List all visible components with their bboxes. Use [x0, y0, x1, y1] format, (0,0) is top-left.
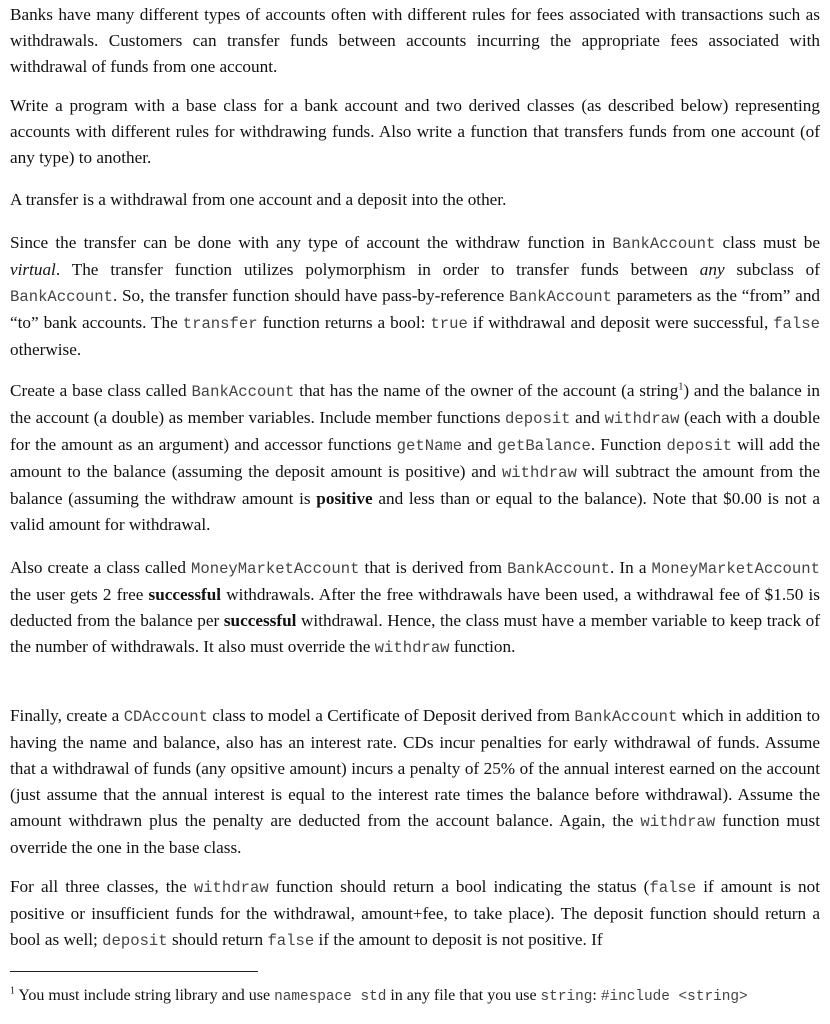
p5-text-9: will subtract the amount from the balance (assuming the withdraw amount is — [10, 462, 820, 508]
paragraph-money-market — [10, 555, 820, 661]
p4-code-bankaccount-3: BankAccount — [509, 288, 612, 306]
p7-text-2: class to model a Certificate of Deposit derived from — [207, 706, 575, 725]
p8-code-false-2: false — [267, 932, 315, 950]
p7-code-bankaccount: BankAccount — [574, 708, 678, 726]
footnote-marker: 1 — [678, 381, 684, 393]
p5-text-1: Create a base class called — [10, 381, 192, 400]
p5-code-withdraw: withdraw — [604, 410, 680, 428]
p6-code-moneymarketaccount: MoneyMarketAccount — [191, 560, 360, 578]
p6-text-4: the user gets 2 free — [10, 585, 149, 604]
footnote-code-namespace: namespace std — [274, 989, 387, 1005]
p6-text-7: function. — [449, 637, 516, 656]
footnote-text-2: in any file that you use — [386, 987, 541, 1004]
p5-text-7: . Function — [590, 435, 667, 454]
p5-text-6: and — [462, 435, 498, 454]
p8-text-4: should return — [167, 930, 268, 949]
p6-text-1: Also create a class called — [10, 558, 191, 577]
p8-text-3: if amount is not positive or insufficient funds for the withdrawal, amount+fee, to take place). The deposit function should return a bool as well; — [10, 877, 820, 949]
p4-text-1: Since the transfer can be done with any type of account the withdraw function in — [10, 233, 613, 252]
paragraph-transfer-definition: A transfer is a withdrawal from one account and a deposit into the other. — [10, 190, 507, 209]
p5-text-8: will add the amount to the balance (assuming the deposit amount is positive) and — [10, 435, 820, 481]
p8-text-2: function should return a bool indicating the status ( — [268, 877, 650, 896]
p4-italic-virtual: virtual — [10, 260, 56, 279]
paragraph-program-description: Write a program with a base class for a bank account and two derived classes (as described below) representing accounts with different rules for withdrawing funds. Also write a function that transfers funds from one account (of any type) to another. — [10, 96, 820, 167]
p4-text-2: class must be — [715, 233, 820, 252]
footnote — [10, 986, 825, 1007]
p7-text-3: which in addition to having the name and balance, also has an interest rate. CDs incur penalties for early withdrawal of funds. Assume that a withdrawal of funds (any opsitive amount) incurs a penalty of 25% of the annual interest earned on the account (just assume that the annual interest is equal to the interest rate times the balance before withdrawal). Assume the amount withdrawn plus the penalty are deducted from the account balance. Again, the — [10, 706, 820, 830]
p8-code-withdraw: withdraw — [193, 879, 269, 897]
p4-code-transfer: transfer — [182, 315, 258, 333]
p5-text-5: (each with a double for the amount as an argument) and accessor functions — [10, 408, 820, 454]
p4-text-5: . So, the transfer function should have pass-by-reference — [112, 286, 510, 305]
p7-text-1: Finally, create a — [10, 706, 124, 725]
p4-text-8: if withdrawal and deposit were successful, — [467, 313, 774, 332]
footnote-text-3: : — [592, 987, 601, 1004]
p6-code-bankaccount: BankAccount — [507, 560, 611, 578]
p4-code-bankaccount: BankAccount — [612, 235, 716, 253]
p4-text-3: . The transfer function utilizes polymorphism in order to transfer funds between — [55, 260, 700, 279]
p5-code-getbalance: getBalance — [497, 437, 591, 455]
p5-text-2: that has the name of the owner of the account (a string — [294, 381, 679, 400]
p5-text-4: and — [570, 408, 605, 427]
footnote-code-string: string — [540, 989, 593, 1005]
footnote-number: 1 — [10, 985, 15, 997]
footnote-code-include: #include <string> — [600, 989, 748, 1005]
footnote-text-1: You must include string library and use — [15, 987, 275, 1004]
p6-code-moneymarketaccount-2: MoneyMarketAccount — [651, 560, 820, 578]
p8-text-1: For all three classes, the — [10, 877, 194, 896]
paragraph-return-values — [10, 874, 820, 954]
paragraph-base-class — [10, 378, 820, 538]
p5-bold-positive: positive — [316, 489, 373, 508]
p7-code-cdaccount: CDAccount — [123, 708, 208, 726]
paragraph-virtual-transfer — [10, 230, 820, 363]
p4-code-bankaccount-2: BankAccount — [10, 288, 113, 306]
p4-text-4: subclass of — [724, 260, 820, 279]
paragraph-intro: Banks have many different types of accounts often with different rules for fees associated with transactions such as withdrawals. Customers can transfer funds between accounts incurring the appropriate fees associated with withdrawal of funds from one account. — [10, 5, 820, 76]
p5-code-deposit-2: deposit — [666, 437, 733, 455]
footnote-divider — [10, 971, 258, 972]
p5-text-10: and less than or equal to the balance). Note that $0.00 is not a valid amount for withdrawal. — [10, 489, 820, 534]
p4-code-false: false — [773, 315, 820, 333]
p6-bold-successful: successful — [148, 585, 222, 604]
p7-code-withdraw: withdraw — [640, 813, 716, 831]
p6-text-2: that is derived from — [359, 558, 508, 577]
p8-code-false: false — [649, 879, 697, 897]
p4-text-9: otherwise. — [10, 340, 82, 359]
p5-code-withdraw-2: withdraw — [501, 464, 577, 482]
paragraph-cd-account — [10, 703, 820, 861]
p4-code-true: true — [430, 315, 468, 333]
p7-text-4: function must override the one in the base class. — [10, 811, 820, 857]
p5-code-getname: getName — [396, 437, 463, 455]
p4-text-6: parameters as the “from” and “to” bank accounts. The — [10, 286, 821, 332]
p6-code-withdraw: withdraw — [374, 639, 450, 657]
p6-bold-successful-2: successful — [223, 611, 297, 630]
p4-italic-any: any — [699, 260, 725, 279]
p6-text-3: . In a — [610, 558, 652, 577]
p6-text-5: withdrawals. After the free withdrawals have been used, a withdrawal fee of $1.50 is deducted from the balance per — [10, 585, 820, 630]
p5-text-3: ) and the balance in the account (a double) as member variables. Include member functions — [10, 381, 820, 427]
p5-code-bankaccount: BankAccount — [191, 383, 295, 401]
p8-text-5: if the amount to deposit is not positive. If — [314, 930, 603, 949]
p6-text-6: withdrawal. Hence, the class must have a member variable to keep track of the number of withdrawals. It also must override the — [10, 611, 820, 656]
p4-text-7: function returns a bool: — [257, 313, 431, 332]
p8-code-deposit: deposit — [102, 932, 168, 950]
p5-code-deposit: deposit — [505, 410, 571, 428]
